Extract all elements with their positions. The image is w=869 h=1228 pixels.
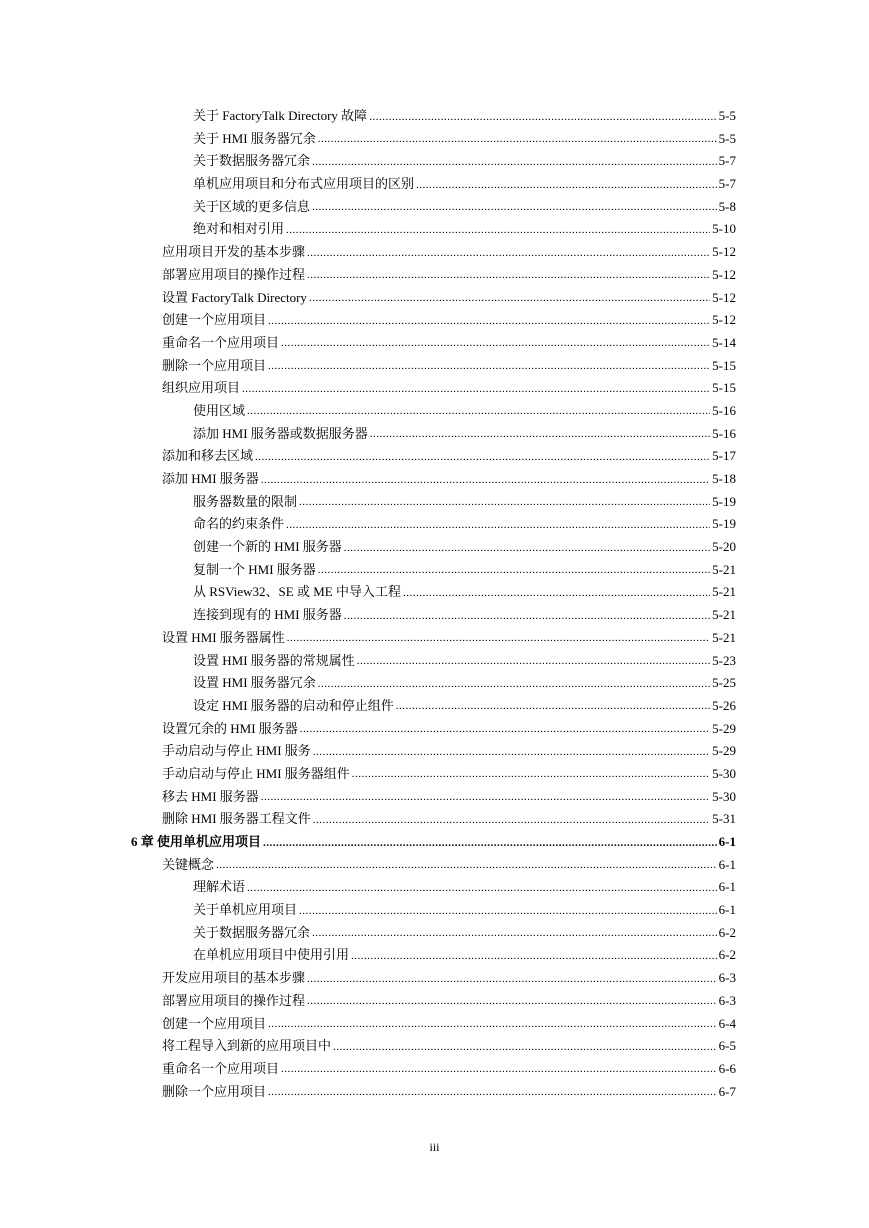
toc-entry-title: 关于数据服务器冗余 bbox=[193, 924, 311, 940]
toc-entry-page: 5-19 bbox=[712, 516, 736, 532]
toc-leader-dots bbox=[247, 399, 710, 423]
toc-entry-page: 5-30 bbox=[712, 788, 736, 804]
toc-entry-page: 6-1 bbox=[718, 834, 736, 849]
toc-entry-page: 5-25 bbox=[712, 675, 736, 691]
toc-leader-dots bbox=[318, 672, 710, 696]
toc-entry-title: 部署应用项目的操作过程 bbox=[162, 266, 306, 282]
toc-entry-page: 5-21 bbox=[712, 584, 736, 600]
toc-entry-title: 添加 HMI 服务器 bbox=[162, 471, 259, 486]
toc-entry[interactable] bbox=[162, 332, 736, 355]
toc-leader-dots bbox=[403, 581, 710, 605]
toc-entry-title: 部署应用项目的操作过程 bbox=[162, 992, 306, 1008]
toc-entry-page: 5-15 bbox=[712, 357, 736, 373]
toc-entry-page: 6-5 bbox=[718, 1038, 736, 1054]
toc-entry-title: 关于单机应用项目 bbox=[193, 902, 298, 918]
toc-leader-dots bbox=[307, 241, 710, 265]
toc-leader-dots bbox=[416, 173, 717, 197]
toc-entry[interactable] bbox=[193, 650, 736, 673]
toc-entry-title: 组织应用项目 bbox=[162, 380, 241, 396]
toc-entry[interactable] bbox=[193, 604, 736, 627]
toc-entry[interactable] bbox=[193, 559, 736, 582]
toc-entry-title: 关于区域的更多信息 bbox=[193, 198, 311, 214]
toc-entry-title: 6 章 使用单机应用项目 bbox=[131, 834, 262, 849]
toc-leader-dots bbox=[281, 1057, 717, 1081]
toc-entry-title: 删除 HMI 服务器工程文件 bbox=[162, 811, 311, 827]
toc-leader-dots bbox=[333, 1035, 717, 1059]
toc-entry-title: 关于 HMI 服务器冗余 bbox=[193, 130, 316, 146]
toc-entry[interactable] bbox=[193, 196, 736, 219]
toc-entry-page: 5-12 bbox=[712, 289, 736, 305]
toc-entry[interactable] bbox=[193, 695, 736, 718]
toc-entry-page: 5-15 bbox=[712, 380, 736, 396]
toc-entry-page: 5-26 bbox=[712, 697, 736, 713]
toc-entry[interactable] bbox=[162, 1058, 736, 1081]
toc-entry-page: 5-5 bbox=[718, 108, 736, 123]
toc-entry-page: 5-29 bbox=[712, 743, 736, 759]
toc-leader-dots bbox=[344, 536, 710, 560]
toc-entry-title: 手动启动与停止 HMI 服务 bbox=[162, 743, 311, 759]
toc-entry[interactable] bbox=[193, 150, 736, 173]
toc-leader-dots bbox=[268, 1080, 717, 1104]
toc-entry-title: 在单机应用项目中使用引用 bbox=[193, 947, 350, 963]
page-number: iii bbox=[429, 1140, 440, 1154]
toc-entry-title: 创建一个应用项目 bbox=[162, 1015, 267, 1031]
toc-entry[interactable] bbox=[193, 944, 736, 967]
toc-leader-dots bbox=[351, 944, 717, 968]
toc-entry[interactable] bbox=[162, 1081, 736, 1104]
toc-entry[interactable] bbox=[162, 1035, 736, 1058]
toc-entry-title: 添加和移去区域 bbox=[162, 448, 254, 464]
toc-entry[interactable] bbox=[193, 672, 736, 695]
toc-entry-page: 5-12 bbox=[712, 266, 736, 282]
toc-entry[interactable] bbox=[162, 967, 736, 990]
toc-leader-dots bbox=[242, 377, 710, 401]
toc-entry[interactable] bbox=[193, 536, 736, 559]
toc-entry[interactable] bbox=[193, 876, 736, 899]
toc-chapter-entry[interactable] bbox=[131, 831, 736, 854]
toc-leader-dots bbox=[300, 717, 710, 741]
toc-entry[interactable] bbox=[193, 513, 736, 536]
toc-entry-page: 5-16 bbox=[712, 425, 736, 441]
toc-entry-title: 设定 HMI 服务器的启动和停止组件 bbox=[193, 697, 394, 713]
toc-entry-page: 6-2 bbox=[718, 947, 736, 963]
toc-entry-title: 设置 HMI 服务器冗余 bbox=[193, 675, 316, 691]
toc-entry[interactable] bbox=[193, 922, 736, 945]
toc-entry-title: 手动启动与停止 HMI 服务器组件 bbox=[162, 765, 350, 781]
toc-entry-page: 5-10 bbox=[712, 221, 736, 237]
toc-leader-dots bbox=[261, 785, 710, 809]
toc-entry-page: 5-19 bbox=[712, 493, 736, 509]
toc-entry-title: 创建一个应用项目 bbox=[162, 312, 267, 328]
toc-entry-page: 5-20 bbox=[712, 539, 736, 555]
toc-entry[interactable] bbox=[162, 808, 736, 831]
toc-leader-dots bbox=[255, 445, 710, 469]
toc-entry[interactable] bbox=[193, 581, 736, 604]
toc-entry-title: 理解术语 bbox=[193, 879, 246, 895]
toc-entry-page: 6-2 bbox=[718, 924, 736, 940]
toc-entry[interactable] bbox=[162, 990, 736, 1013]
toc-entry-page: 6-3 bbox=[718, 970, 736, 986]
toc-entry[interactable] bbox=[193, 218, 736, 241]
toc-entry[interactable] bbox=[162, 355, 736, 378]
toc-entry-title: 应用项目开发的基本步骤 bbox=[162, 244, 306, 260]
toc-entry-page: 5-8 bbox=[718, 198, 736, 214]
toc-leader-dots bbox=[281, 331, 710, 355]
toc-entry-page: 5-7 bbox=[718, 176, 736, 192]
toc-entry-title: 关于 FactoryTalk Directory 故障 bbox=[193, 108, 368, 123]
toc-leader-dots bbox=[309, 286, 710, 310]
toc-leader-dots bbox=[370, 422, 710, 446]
toc-entry-title: 设置冗余的 HMI 服务器 bbox=[162, 720, 298, 736]
toc-leader-dots bbox=[318, 558, 710, 582]
toc-entry[interactable] bbox=[162, 1013, 736, 1036]
toc-leader-dots bbox=[344, 604, 710, 628]
toc-leader-dots bbox=[287, 626, 710, 650]
toc-entry-title: 重命名一个应用项目 bbox=[162, 1060, 280, 1076]
toc-entry-title: 命名的约束条件 bbox=[193, 516, 285, 532]
toc-entry-page: 6-6 bbox=[718, 1060, 736, 1076]
toc-entry-page: 6-3 bbox=[718, 992, 736, 1008]
toc-leader-dots bbox=[299, 490, 710, 514]
toc-entry[interactable] bbox=[193, 899, 736, 922]
toc-entry[interactable] bbox=[162, 309, 736, 332]
toc-entry-title: 复制一个 HMI 服务器 bbox=[193, 561, 316, 577]
toc-entry-page: 5-31 bbox=[712, 811, 736, 827]
toc-leader-dots bbox=[286, 513, 710, 537]
toc-entry[interactable] bbox=[162, 763, 736, 786]
toc-entry-page: 5-21 bbox=[712, 629, 736, 645]
toc-entry-title: 设置 HMI 服务器属性 bbox=[162, 629, 285, 645]
toc-entry[interactable] bbox=[193, 128, 736, 151]
toc-entry-title: 单机应用项目和分布式应用项目的区别 bbox=[193, 176, 415, 192]
toc-entry-title: 删除一个应用项目 bbox=[162, 357, 267, 373]
toc-leader-dots bbox=[313, 740, 710, 764]
toc-leader-dots bbox=[312, 195, 717, 219]
toc-entry-page: 5-7 bbox=[718, 153, 736, 169]
toc-leader-dots bbox=[261, 468, 710, 492]
toc-entry-page: 5-21 bbox=[712, 607, 736, 623]
toc-entry-page: 5-29 bbox=[712, 720, 736, 736]
toc-leader-dots bbox=[263, 831, 717, 855]
toc-entry-title: 删除一个应用项目 bbox=[162, 1083, 267, 1099]
toc-entry[interactable] bbox=[193, 423, 736, 446]
toc-entry[interactable] bbox=[193, 173, 736, 196]
toc-entry-title: 设置 FactoryTalk Directory bbox=[162, 289, 307, 305]
toc-entry-page: 5-5 bbox=[718, 130, 736, 146]
toc-entry[interactable] bbox=[193, 400, 736, 423]
toc-entry[interactable] bbox=[162, 264, 736, 287]
table-of-contents bbox=[0, 105, 869, 1103]
toc-leader-dots bbox=[312, 150, 717, 174]
toc-entry-page: 5-16 bbox=[712, 402, 736, 418]
toc-entry[interactable] bbox=[193, 105, 736, 128]
toc-entry-title: 连接到现有的 HMI 服务器 bbox=[193, 607, 342, 623]
toc-entry[interactable] bbox=[162, 740, 736, 763]
toc-entry-page: 5-21 bbox=[712, 561, 736, 577]
toc-entry[interactable] bbox=[162, 241, 736, 264]
toc-leader-dots bbox=[396, 694, 710, 718]
toc-entry[interactable] bbox=[193, 491, 736, 514]
toc-leader-dots bbox=[286, 218, 710, 242]
toc-entry-title: 创建一个新的 HMI 服务器 bbox=[193, 539, 342, 555]
toc-entry-title: 关于数据服务器冗余 bbox=[193, 153, 311, 169]
toc-leader-dots bbox=[312, 921, 717, 945]
toc-leader-dots bbox=[357, 649, 710, 673]
toc-entry-page: 5-12 bbox=[712, 312, 736, 328]
toc-leader-dots bbox=[268, 309, 710, 333]
toc-leader-dots bbox=[299, 899, 717, 923]
toc-leader-dots bbox=[268, 354, 710, 378]
toc-leader-dots bbox=[216, 853, 717, 877]
toc-entry-page: 6-7 bbox=[718, 1083, 736, 1099]
toc-entry[interactable] bbox=[162, 854, 736, 877]
toc-leader-dots bbox=[247, 876, 717, 900]
toc-entry-title: 将工程导入到新的应用项目中 bbox=[162, 1038, 332, 1054]
toc-entry-page: 5-30 bbox=[712, 765, 736, 781]
toc-entry-title: 关键概念 bbox=[162, 856, 215, 872]
toc-leader-dots bbox=[307, 989, 717, 1013]
toc-entry[interactable] bbox=[162, 287, 736, 310]
toc-leader-dots bbox=[318, 127, 717, 151]
toc-entry-title: 使用区域 bbox=[193, 402, 246, 418]
toc-leader-dots bbox=[307, 263, 710, 287]
toc-entry-title: 重命名一个应用项目 bbox=[162, 334, 280, 350]
toc-entry-page: 6-1 bbox=[718, 856, 736, 872]
toc-entry[interactable] bbox=[162, 718, 736, 741]
toc-entry-page: 5-12 bbox=[712, 244, 736, 260]
toc-entry-title: 添加 HMI 服务器或数据服务器 bbox=[193, 425, 368, 441]
toc-entry-page: 6-4 bbox=[718, 1015, 736, 1031]
toc-entry-page: 5-17 bbox=[712, 448, 736, 464]
toc-leader-dots bbox=[268, 1012, 717, 1036]
toc-leader-dots bbox=[369, 105, 716, 129]
toc-entry-page: 5-14 bbox=[712, 334, 736, 350]
toc-entry[interactable] bbox=[162, 627, 736, 650]
toc-entry[interactable] bbox=[162, 377, 736, 400]
toc-entry-title: 设置 HMI 服务器的常规属性 bbox=[193, 652, 355, 668]
toc-entry[interactable] bbox=[162, 445, 736, 468]
toc-leader-dots bbox=[307, 967, 717, 991]
toc-entry-page: 6-1 bbox=[718, 879, 736, 895]
toc-entry-title: 开发应用项目的基本步骤 bbox=[162, 970, 306, 986]
toc-entry-page: 5-23 bbox=[712, 652, 736, 668]
toc-entry-title: 移去 HMI 服务器 bbox=[162, 788, 259, 804]
toc-entry[interactable] bbox=[162, 468, 736, 491]
toc-entry-page: 5-18 bbox=[712, 471, 736, 486]
toc-entry-title: 服务器数量的限制 bbox=[193, 493, 298, 509]
toc-entry-title: 绝对和相对引用 bbox=[193, 221, 285, 237]
toc-entry-page: 6-1 bbox=[718, 902, 736, 918]
toc-entry-title: 从 RSView32、SE 或 ME 中导入工程 bbox=[193, 584, 401, 600]
toc-leader-dots bbox=[313, 808, 710, 832]
toc-leader-dots bbox=[352, 762, 710, 786]
toc-entry[interactable] bbox=[162, 786, 736, 809]
